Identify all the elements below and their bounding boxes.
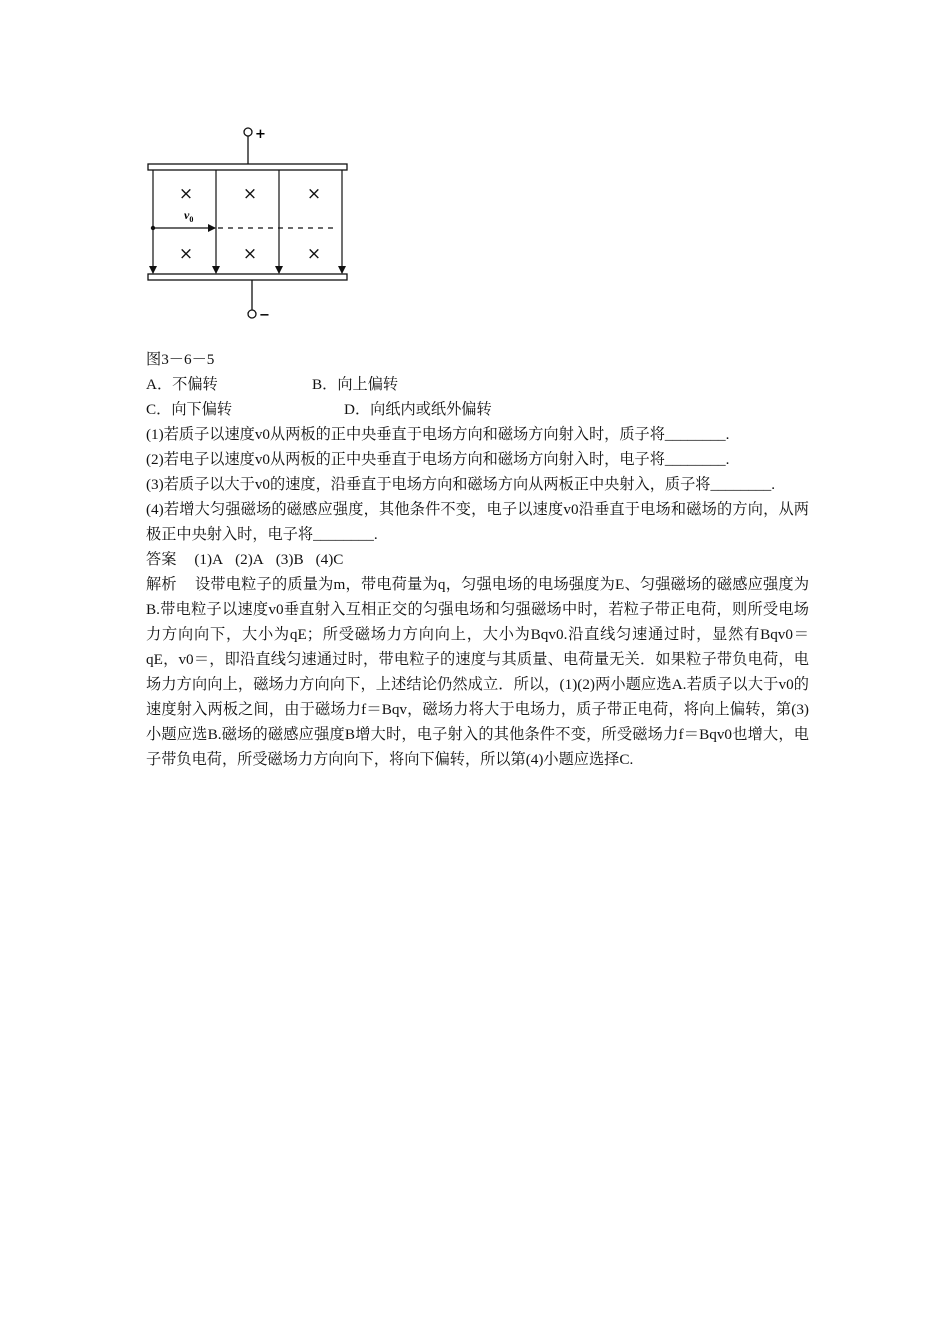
negative-terminal (248, 280, 270, 323)
answer-item: (1)A (194, 551, 224, 568)
cross-mark: × (178, 184, 194, 204)
answer-line (146, 547, 809, 572)
option-b: B．向上偏转 (312, 376, 399, 393)
analysis-text: 设带电粒子的质量为m，带电荷量为q，匀强电场的电场强度为E、匀强磁场的磁感应强度为B.带电粒子以速度v0垂直射入互相正交的匀强电场和匀强磁场中时，若粒子带正电荷，则所受电场力方向向下，大小为qE；所受磁场力方向向上，大小为Bqv0.沿直线匀速通过时，显然有Bqv0＝qE，v0＝，即沿直线匀速通过时，带电粒子的速度与其质量、电荷量无关．如果粒子带负电荷，电场力方向向上，磁场力方向向下，上述结论仍然成立．所以，(1)(2)两小题应选A.若质子以大于v0的速度射入两板之间，由于磁场力f＝Bqv，磁场力将大于电场力，质子带正电荷，将向上偏转，第(3)小题应选B.磁场的磁感应强度B增大时，电子射入的其他条件不变，所受磁场力f＝Bqv0也增大，电子带负电荷，所受磁场力方向向下，将向下偏转，所以第(4)小题应选择C. (146, 576, 810, 768)
document-body (146, 347, 809, 772)
options-row-2 (146, 397, 809, 422)
answer-item: (2)A (235, 551, 264, 568)
answer-label: 答案 (146, 551, 177, 568)
bottom-plate (148, 274, 347, 280)
cross-mark: × (306, 184, 322, 204)
top-plate (148, 164, 347, 170)
analysis-paragraph (146, 572, 809, 772)
question-3: (3)若质子以大于v0的速度，沿垂直于电场方向和磁场方向从两板正中央射入，质子将________. (146, 476, 776, 493)
cross-mark: × (242, 184, 258, 204)
capacitor-field-diagram (138, 122, 356, 327)
cross-mark: × (178, 244, 194, 264)
velocity-label: $v_0$ (184, 208, 194, 224)
options-row-1 (146, 372, 809, 397)
question-1: (1)若质子以速度v0从两板的正中央垂直于电场方向和磁场方向射入时，质子将________. (146, 426, 730, 443)
option-c: C．向下偏转 (146, 401, 233, 418)
magnetic-field-marks (179, 184, 321, 264)
analysis-label: 解析 (146, 576, 177, 593)
velocity-arrow (151, 208, 338, 230)
positive-terminal (244, 127, 266, 164)
answer-item: (3)B (275, 551, 304, 568)
plus-label: + (255, 127, 266, 142)
cross-mark: × (242, 244, 258, 264)
question-4: (4)若增大匀强磁场的磁感应强度，其他条件不变，电子以速度v0沿垂直于电场和磁场的方向，从两极正中央射入时，电子将________. (146, 501, 809, 543)
figure-caption: 图3－6－5 (146, 351, 215, 368)
option-a: A．不偏转 (146, 376, 218, 393)
option-d: D．向纸内或纸外偏转 (344, 401, 492, 418)
cross-mark: × (306, 244, 322, 264)
question-2: (2)若电子以速度v0从两板的正中央垂直于电场方向和磁场方向射入时，电子将________. (146, 451, 730, 468)
answer-item: (4)C (315, 551, 344, 568)
minus-label: − (259, 308, 270, 323)
